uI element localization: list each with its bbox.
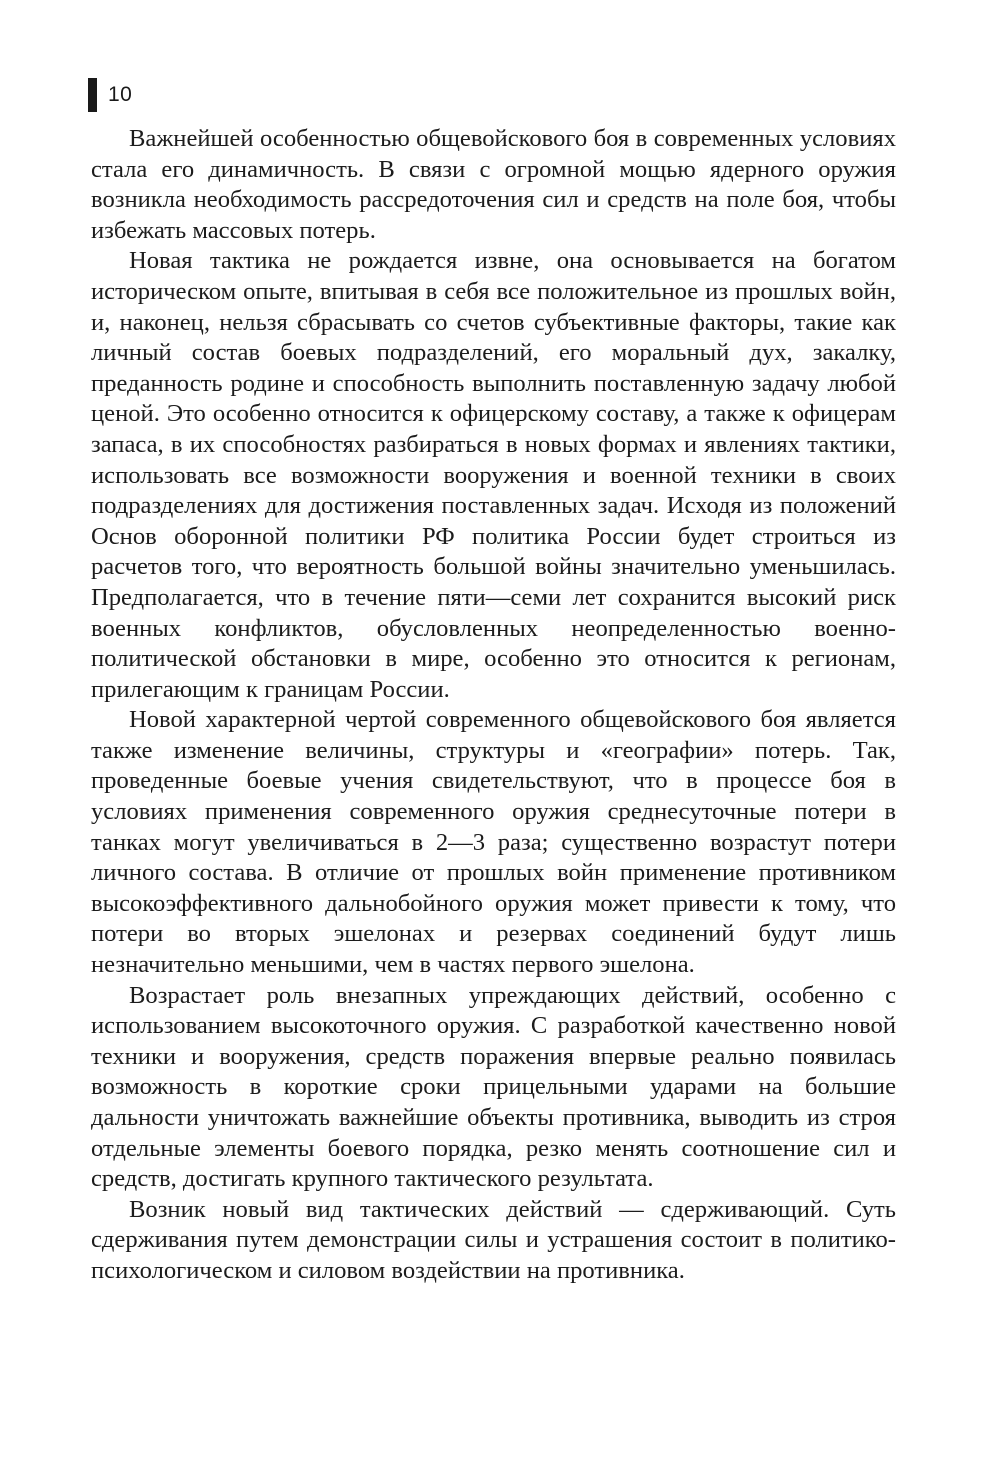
- paragraph-3: Новой характерной чертой современного общевойскового боя является также изменение величины, структуры и «географии» потерь. Так, проведенные боевые учения свидетельствуют, что в процессе боя в условиях применения современного оружия среднесуточные потери в танках могут увеличиваться в 2—3 раза; существенно возрастут потери личного состава. В отличие от прошлых войн применение противником высокоэффективного дальнобойного оружия может привести к тому, что потери во вторых эшелонах и резервах соединений будут лишь незначительно меньшими, чем в частях первого эшелона.: [91, 706, 896, 979]
- page-header: [88, 78, 132, 112]
- paragraph-5: Возник новый вид тактических действий — сдерживающий. Суть сдерживания путем демонстрации силы и устрашения состоит в политико-психологическом и силовом воздействии на противника.: [91, 1195, 896, 1284]
- paragraph-4: Возрастает роль внезапных упреждающих действий, особенно с использованием высокоточного оружия. С разработкой качественно новой техники и вооружения, средств поражения впервые реально появилась возможность в короткие сроки прицельными ударами на большие дальности уничтожать важнейшие объекты противника, выводить из строя отдельные элементы боевого порядка, резко менять соотношение сил и средств, достигать крупного тактического результата.: [91, 981, 896, 1193]
- paragraph-2: Новая тактика не рождается извне, она основывается на богатом историческом опыте, впитывая в себя все положительное из прошлых войн, и, наконец, нельзя сбрасывать со счетов субъективные факторы, такие как личный состав боевых подразделений, его моральный дух, закалку, преданность родине и способность выполнить поставленную задачу любой ценой. Это особенно относится к офицерскому составу, а также к офицерам запаса, в их способностях разбираться в новых формах и явлениях тактики, использовать все возможности вооружения и военной техники в своих подразделениях для достижения поставленных задач. Исходя из положений Основ оборонной политики РФ политика России будет строиться из расчетов того, что вероятность большой войны значительно уменьшилась. Предполагается, что в течение пяти—семи лет сохранится высокий риск военных конфликтов, обусловленных неопределенностью военно-политической обстановки в мире, особенно это относится к регионам, прилегающим к границам России.: [91, 247, 896, 703]
- paragraph-1: Важнейшей особенностью общевойскового боя в современных условиях стала его динамичность. В связи с огромной мощью ядерного оружия возникла необходимость рассредоточения сил и средств на поле боя, чтобы избежать массовых потерь.: [91, 125, 896, 244]
- page-number: 10: [108, 83, 133, 106]
- header-marker-bar: [88, 78, 97, 112]
- body-text: [91, 124, 896, 1287]
